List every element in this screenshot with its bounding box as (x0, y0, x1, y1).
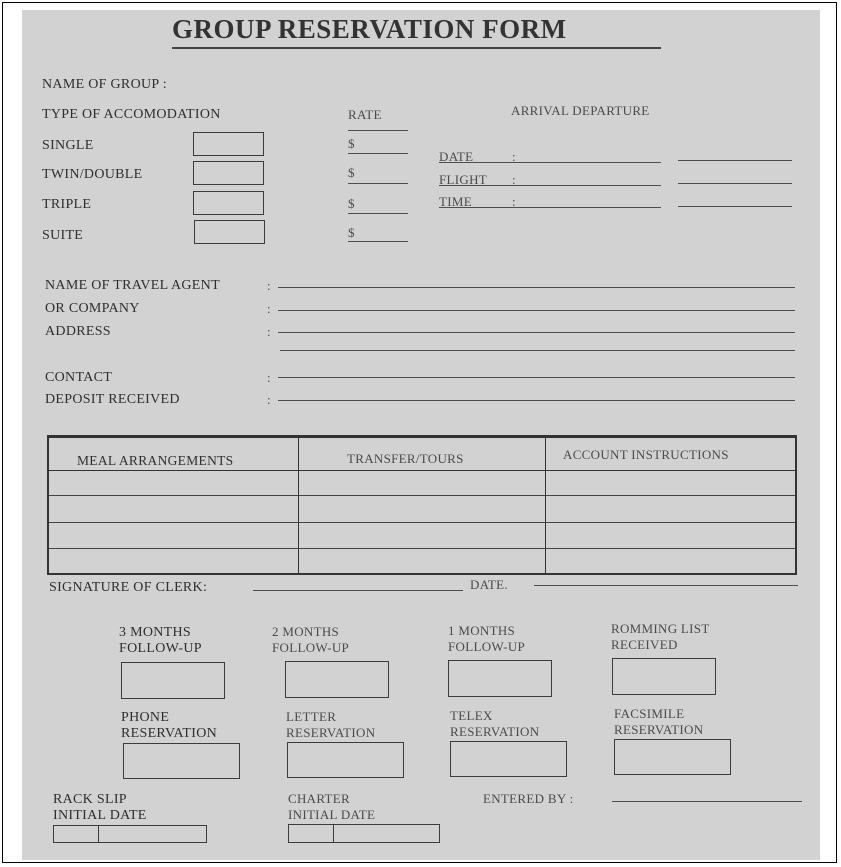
phone-res-box[interactable] (123, 743, 240, 779)
title-underline (172, 47, 661, 49)
date-label: DATE (439, 149, 474, 164)
twin-double-box[interactable] (193, 161, 264, 185)
arrival-flight-line[interactable] (439, 185, 661, 186)
rooming-list-line2: RECEIVED (611, 637, 678, 652)
table-row-divider-4 (49, 548, 795, 549)
facsimile-res-line1: FACSIMILE (614, 706, 685, 721)
account-instructions-header: ACCOUNT INSTRUCTIONS (563, 447, 729, 462)
followup-3-box[interactable] (121, 662, 225, 699)
rack-initial-date-label: INITIAL DATE (53, 808, 147, 823)
table-row-divider-2 (49, 495, 795, 496)
travel-agent-label: NAME OF TRAVEL AGENT (45, 278, 220, 293)
followup-1-box[interactable] (448, 660, 552, 697)
single-box[interactable] (193, 132, 264, 156)
charter-label: CHARTER (288, 791, 350, 806)
twin-double-dollar: $ (348, 165, 355, 180)
departure-flight-line[interactable] (678, 183, 792, 184)
rack-slip-label: RACK SLIP (53, 792, 127, 807)
contact-line[interactable] (278, 377, 795, 378)
departure-time-line[interactable] (678, 206, 792, 207)
followup-3-line1: 3 MONTHS (119, 625, 192, 640)
facsimile-res-line2: RESERVATION (614, 722, 704, 737)
single-dollar: $ (348, 136, 355, 151)
name-of-group-label: NAME OF GROUP : (42, 77, 167, 92)
or-company-line[interactable] (278, 310, 795, 311)
single-rate-line[interactable] (348, 153, 408, 154)
address-colon: : (267, 324, 271, 339)
flight-colon: : (512, 172, 516, 187)
suite-dollar: $ (348, 225, 355, 240)
letter-res-box[interactable] (287, 742, 404, 778)
contact-colon: : (267, 370, 271, 385)
entered-by-line[interactable] (612, 801, 802, 802)
signature-clerk-label: SIGNATURE OF CLERK: (49, 580, 208, 595)
arrival-time-line[interactable] (439, 207, 661, 208)
or-company-colon: : (267, 301, 271, 316)
rate-top-line (348, 130, 408, 131)
triple-box[interactable] (193, 191, 264, 215)
travel-agent-colon: : (267, 278, 271, 293)
charter-initial-date-label: INITIAL DATE (288, 807, 376, 822)
address-line-1[interactable] (278, 332, 795, 333)
address-line-2[interactable] (280, 350, 795, 351)
flight-label: FLIGHT (439, 172, 488, 187)
charter-box-divider (333, 825, 334, 842)
phone-res-line2: RESERVATION (121, 726, 218, 741)
suite-rate-line[interactable] (348, 241, 408, 242)
letter-res-line2: RESERVATION (286, 725, 376, 740)
entered-by-label: ENTERED BY : (483, 791, 574, 806)
charter-box[interactable] (288, 824, 440, 843)
telex-res-box[interactable] (450, 741, 567, 777)
telex-res-line2: RESERVATION (450, 724, 540, 739)
telex-res-line1: TELEX (450, 708, 493, 723)
travel-agent-line[interactable] (278, 287, 795, 288)
rack-slip-box[interactable] (53, 825, 207, 843)
arrival-departure-label: ARRIVAL DEPARTURE (511, 103, 650, 118)
table-row-divider-1 (49, 470, 795, 471)
followup-3-line2: FOLLOW-UP (119, 641, 202, 656)
triple-dollar: $ (348, 196, 355, 211)
table-col-divider-2 (545, 438, 546, 573)
reservation-form-sheet (22, 10, 820, 860)
or-company-label: OR COMPANY (45, 301, 140, 316)
triple-rate-line[interactable] (348, 213, 408, 214)
table-col-divider-1 (298, 438, 299, 573)
date-colon: : (512, 149, 516, 164)
address-label: ADDRESS (45, 324, 111, 339)
type-of-accomodation-label: TYPE OF ACCOMODATION (42, 107, 221, 122)
twin-double-rate-line[interactable] (348, 183, 408, 184)
table-row-divider-3 (49, 522, 795, 523)
triple-label: TRIPLE (42, 197, 92, 212)
twin-double-label: TWIN/DOUBLE (42, 167, 143, 182)
followup-2-box[interactable] (285, 661, 389, 698)
departure-date-line[interactable] (678, 160, 792, 161)
letter-res-line1: LETTER (286, 709, 337, 724)
signature-clerk-line[interactable] (253, 590, 463, 591)
phone-res-line1: PHONE (121, 710, 170, 725)
contact-label: CONTACT (45, 370, 113, 385)
deposit-label: DEPOSIT RECEIVED (45, 392, 180, 407)
form-title: GROUP RESERVATION FORM (172, 14, 567, 44)
rooming-list-box[interactable] (612, 658, 716, 695)
signature-date-label: DATE. (470, 577, 508, 592)
suite-box[interactable] (194, 220, 265, 244)
followup-1-line2: FOLLOW-UP (448, 639, 526, 654)
followup-1-line1: 1 MONTHS (448, 623, 516, 638)
time-colon: : (512, 194, 516, 209)
time-label: TIME (439, 194, 472, 209)
facsimile-res-box[interactable] (614, 739, 731, 775)
rack-slip-box-divider (98, 826, 99, 842)
followup-2-line1: 2 MONTHS (272, 624, 340, 639)
arrangements-table (47, 435, 797, 575)
transfer-tours-header: TRANSFER/TOURS (347, 451, 464, 466)
deposit-colon: : (267, 392, 271, 407)
meal-arrangements-header: MEAL ARRANGEMENTS (77, 453, 234, 468)
deposit-line[interactable] (278, 400, 795, 401)
rooming-list-line1: ROMMING LIST (611, 621, 710, 636)
rate-label: RATE (348, 107, 382, 122)
arrival-date-line[interactable] (439, 162, 661, 163)
single-label: SINGLE (42, 138, 94, 153)
signature-date-line[interactable] (534, 585, 798, 586)
suite-label: SUITE (42, 228, 84, 243)
followup-2-line2: FOLLOW-UP (272, 640, 350, 655)
